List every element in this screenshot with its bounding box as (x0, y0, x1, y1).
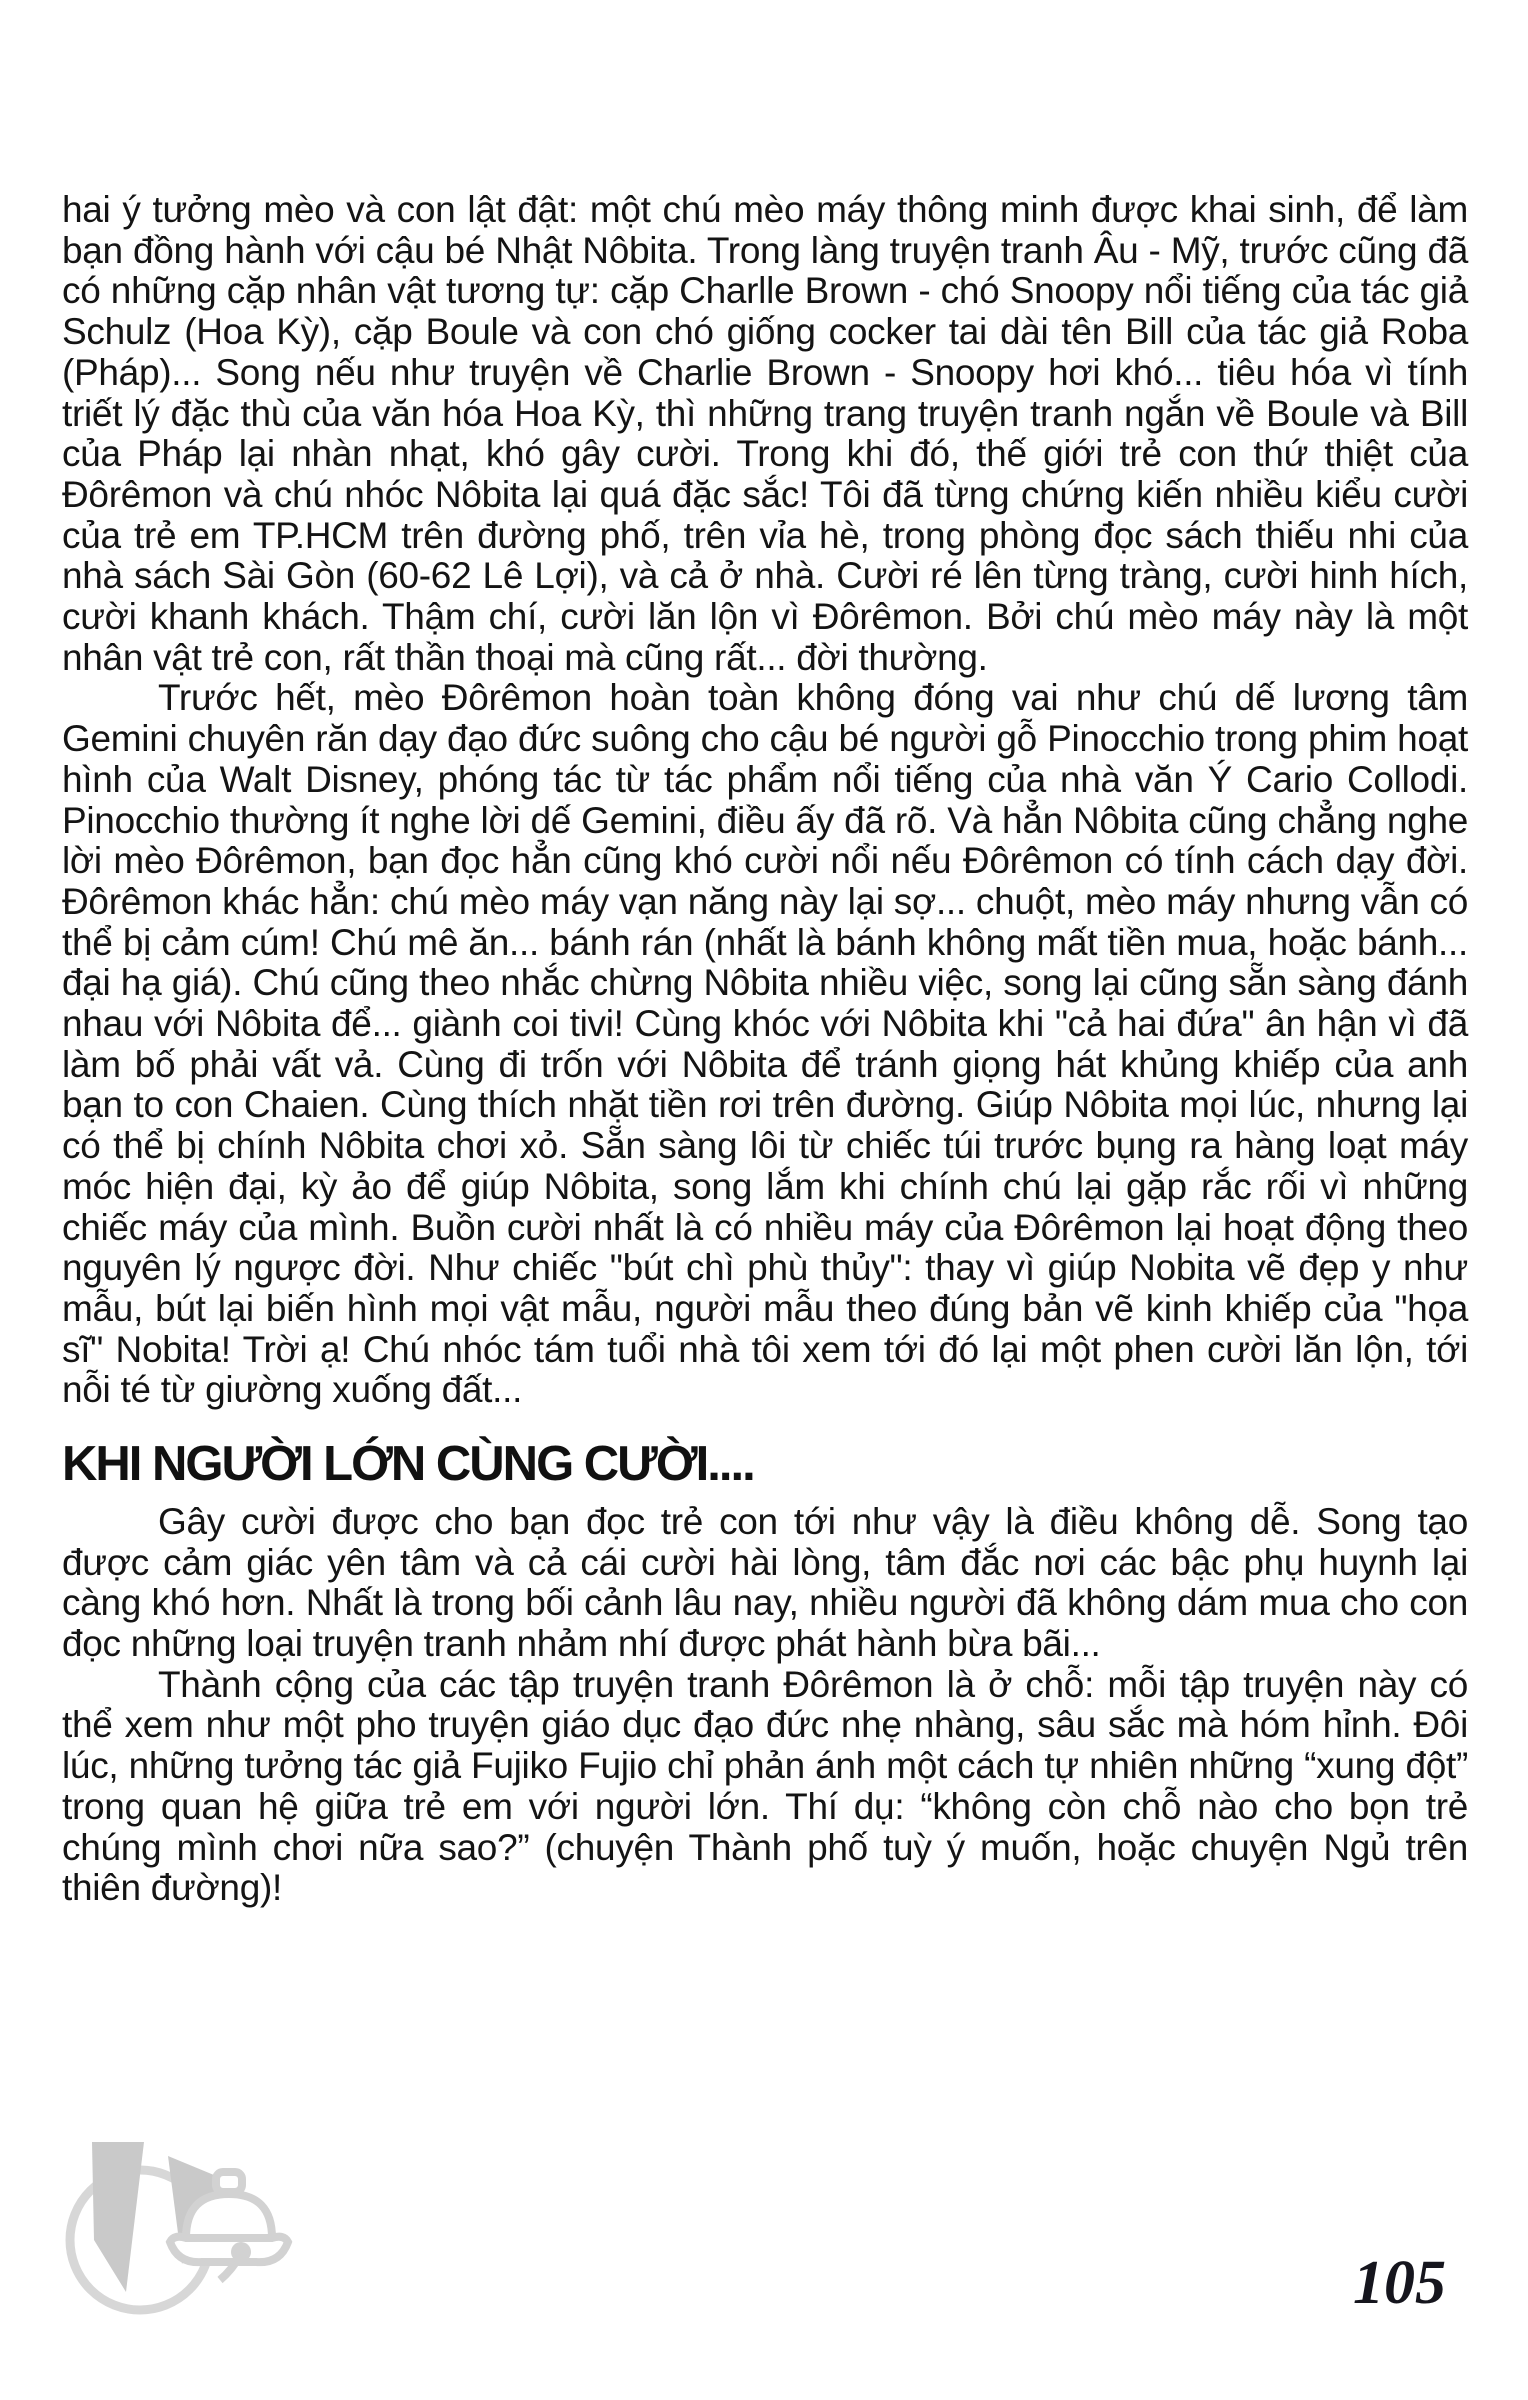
paragraph-3: Gây cười được cho bạn đọc trẻ con tới như vậy là điều không dễ. Song tạo được cảm giác yên tâm và cả cái cười hài lòng, tâm đắc nơi các bậc phụ huynh lại càng khó hơn. Nhất là trong bối cảnh lâu nay, nhiều người đã không dám mua cho con đọc những loại truyện tranh nhảm nhí được phát hành bừa bãi... (62, 1500, 1468, 1665)
watermark-ribbon-shape (92, 2142, 144, 2292)
page-number: 105 (1353, 2249, 1446, 2317)
paragraph-4: Thành cộng của các tập truyện tranh Đôrêmon là ở chỗ: mỗi tập truyện này có thể xem như một pho truyện giáo dục đạo đức nhẹ nhàng, sâu sắc mà hóm hỉnh. Đôi lúc, những tưởng tác giả Fujiko Fujio chỉ phản ánh một cách tự nhiên những “xung đột” trong quan hệ giữa trẻ em với người lớn. Thí dụ: “không còn chỗ nào cho bọn trẻ chúng mình chơi nữa sao?” (chuyện Thành phố tuỳ ý muốn, hoặc chuyện Ngủ trên thiên đường)! (62, 1663, 1468, 1909)
paragraph-1: hai ý tưởng mèo và con lật đật: một chú mèo máy thông minh được khai sinh, để làm bạn đồng hành với cậu bé Nhật Nôbita. Trong làng truyện tranh Âu - Mỹ, trước cũng đã có những cặp nhân vật tương tự: cặp Charlle Brown - chó Snoopy nổi tiếng của tác giả Schulz (Hoa Kỳ), cặp Boule và con chó giống cocker tai dài tên Bill của tác giả Roba (Pháp)... Song nếu như truyện về Charlie Brown - Snoopy hơi khó... tiêu hóa vì tính triết lý đặc thù của văn hóa Hoa Kỳ, thì những trang truyện tranh ngắn về Boule và Bill của Pháp lại nhàn nhạt, khó gây cười. Trong khi đó, thế giới trẻ con thứ thiệt của Đôrêmon và chú nhóc Nôbita lại quá đặc sắc! Tôi đã từng chứng kiến nhiều kiểu cười của trẻ em TP.HCM trên đường phố, trên vỉa hè, trong phòng đọc sách thiếu nhi của nhà sách Sài Gòn (60-62 Lê Lợi), và cả ở nhà. Cười ré lên từng tràng, cười hinh hích, cười khanh khách. Thậm chí, cười lăn lộn vì Đôrêmon. Bởi chú mèo máy này là một nhân vật trẻ con, rất thần thoại mà cũng rất... đời thường. (62, 189, 1468, 678)
text-column (62, 190, 1468, 1909)
paragraph-2: Trước hết, mèo Đôrêmon hoàn toàn không đóng vai như chú dế lương tâm Gemini chuyên răn dạy đạo đức suông cho cậu bé người gỗ Pinocchio trong phim hoạt hình của Walt Disney, phóng tác từ tác phẩm nổi tiếng của nhà văn Ý Cario Collodi. Pinocchio thường ít nghe lời dế Gemini, điều ấy đã rõ. Và hẳn Nôbita cũng chẳng nghe lời mèo Đôrêmon, bạn đọc hẳn cũng khó cười nổi nếu Đôrêmon có tính cách dạy đời. Đôrêmon khác hẳn: chú mèo máy vạn năng này lại sợ... chuột, mèo máy nhưng vẫn có thể bị cảm cúm! Chú mê ăn... bánh rán (nhất là bánh không mất tiền mua, hoặc bánh... đại hạ giá). Chú cũng theo nhắc chừng Nôbita nhiều việc, song lại cũng sẵn sàng đánh nhau với Nôbita để... giành coi tivi! Cùng khóc với Nôbita khi "cả hai đứa" ân hận vì đã làm bố phải vất vả. Cùng đi trốn với Nôbita để tránh giọng hát khủng khiếp của anh bạn to con Chaien. Cùng thích nhặt tiền rơi trên đường. Giúp Nôbita mọi lúc, nhưng lại có thể bị chính Nôbita chơi xỏ. Sẵn sàng lôi từ chiếc túi trước bụng ra hàng loạt máy móc hiện đại, kỳ ảo để giúp Nôbita, song lắm khi chính chú lại gặp rắc rối vì những chiếc máy của mình. Buồn cười nhất là có nhiều máy của Đôrêmon lại hoạt động theo nguyên lý ngược đời. Như chiếc "bút chì phù thủy": thay vì giúp Nobita vẽ đẹp y như mẫu, bút lại biến hình mọi vật mẫu, người mẫu theo đúng bản vẽ kinh khiếp của "họa sĩ" Nobita! Trời ạ! Chú nhóc tám tuổi nhà tôi xem tới đó lại một phen cười lăn lộn, tới nỗi té từ giường xuống đất... (62, 677, 1468, 1411)
bell-logo-watermark (48, 2142, 298, 2400)
section-heading: KHI NGƯỜI LỚN CÙNG CƯỜI.... (62, 1437, 754, 1492)
